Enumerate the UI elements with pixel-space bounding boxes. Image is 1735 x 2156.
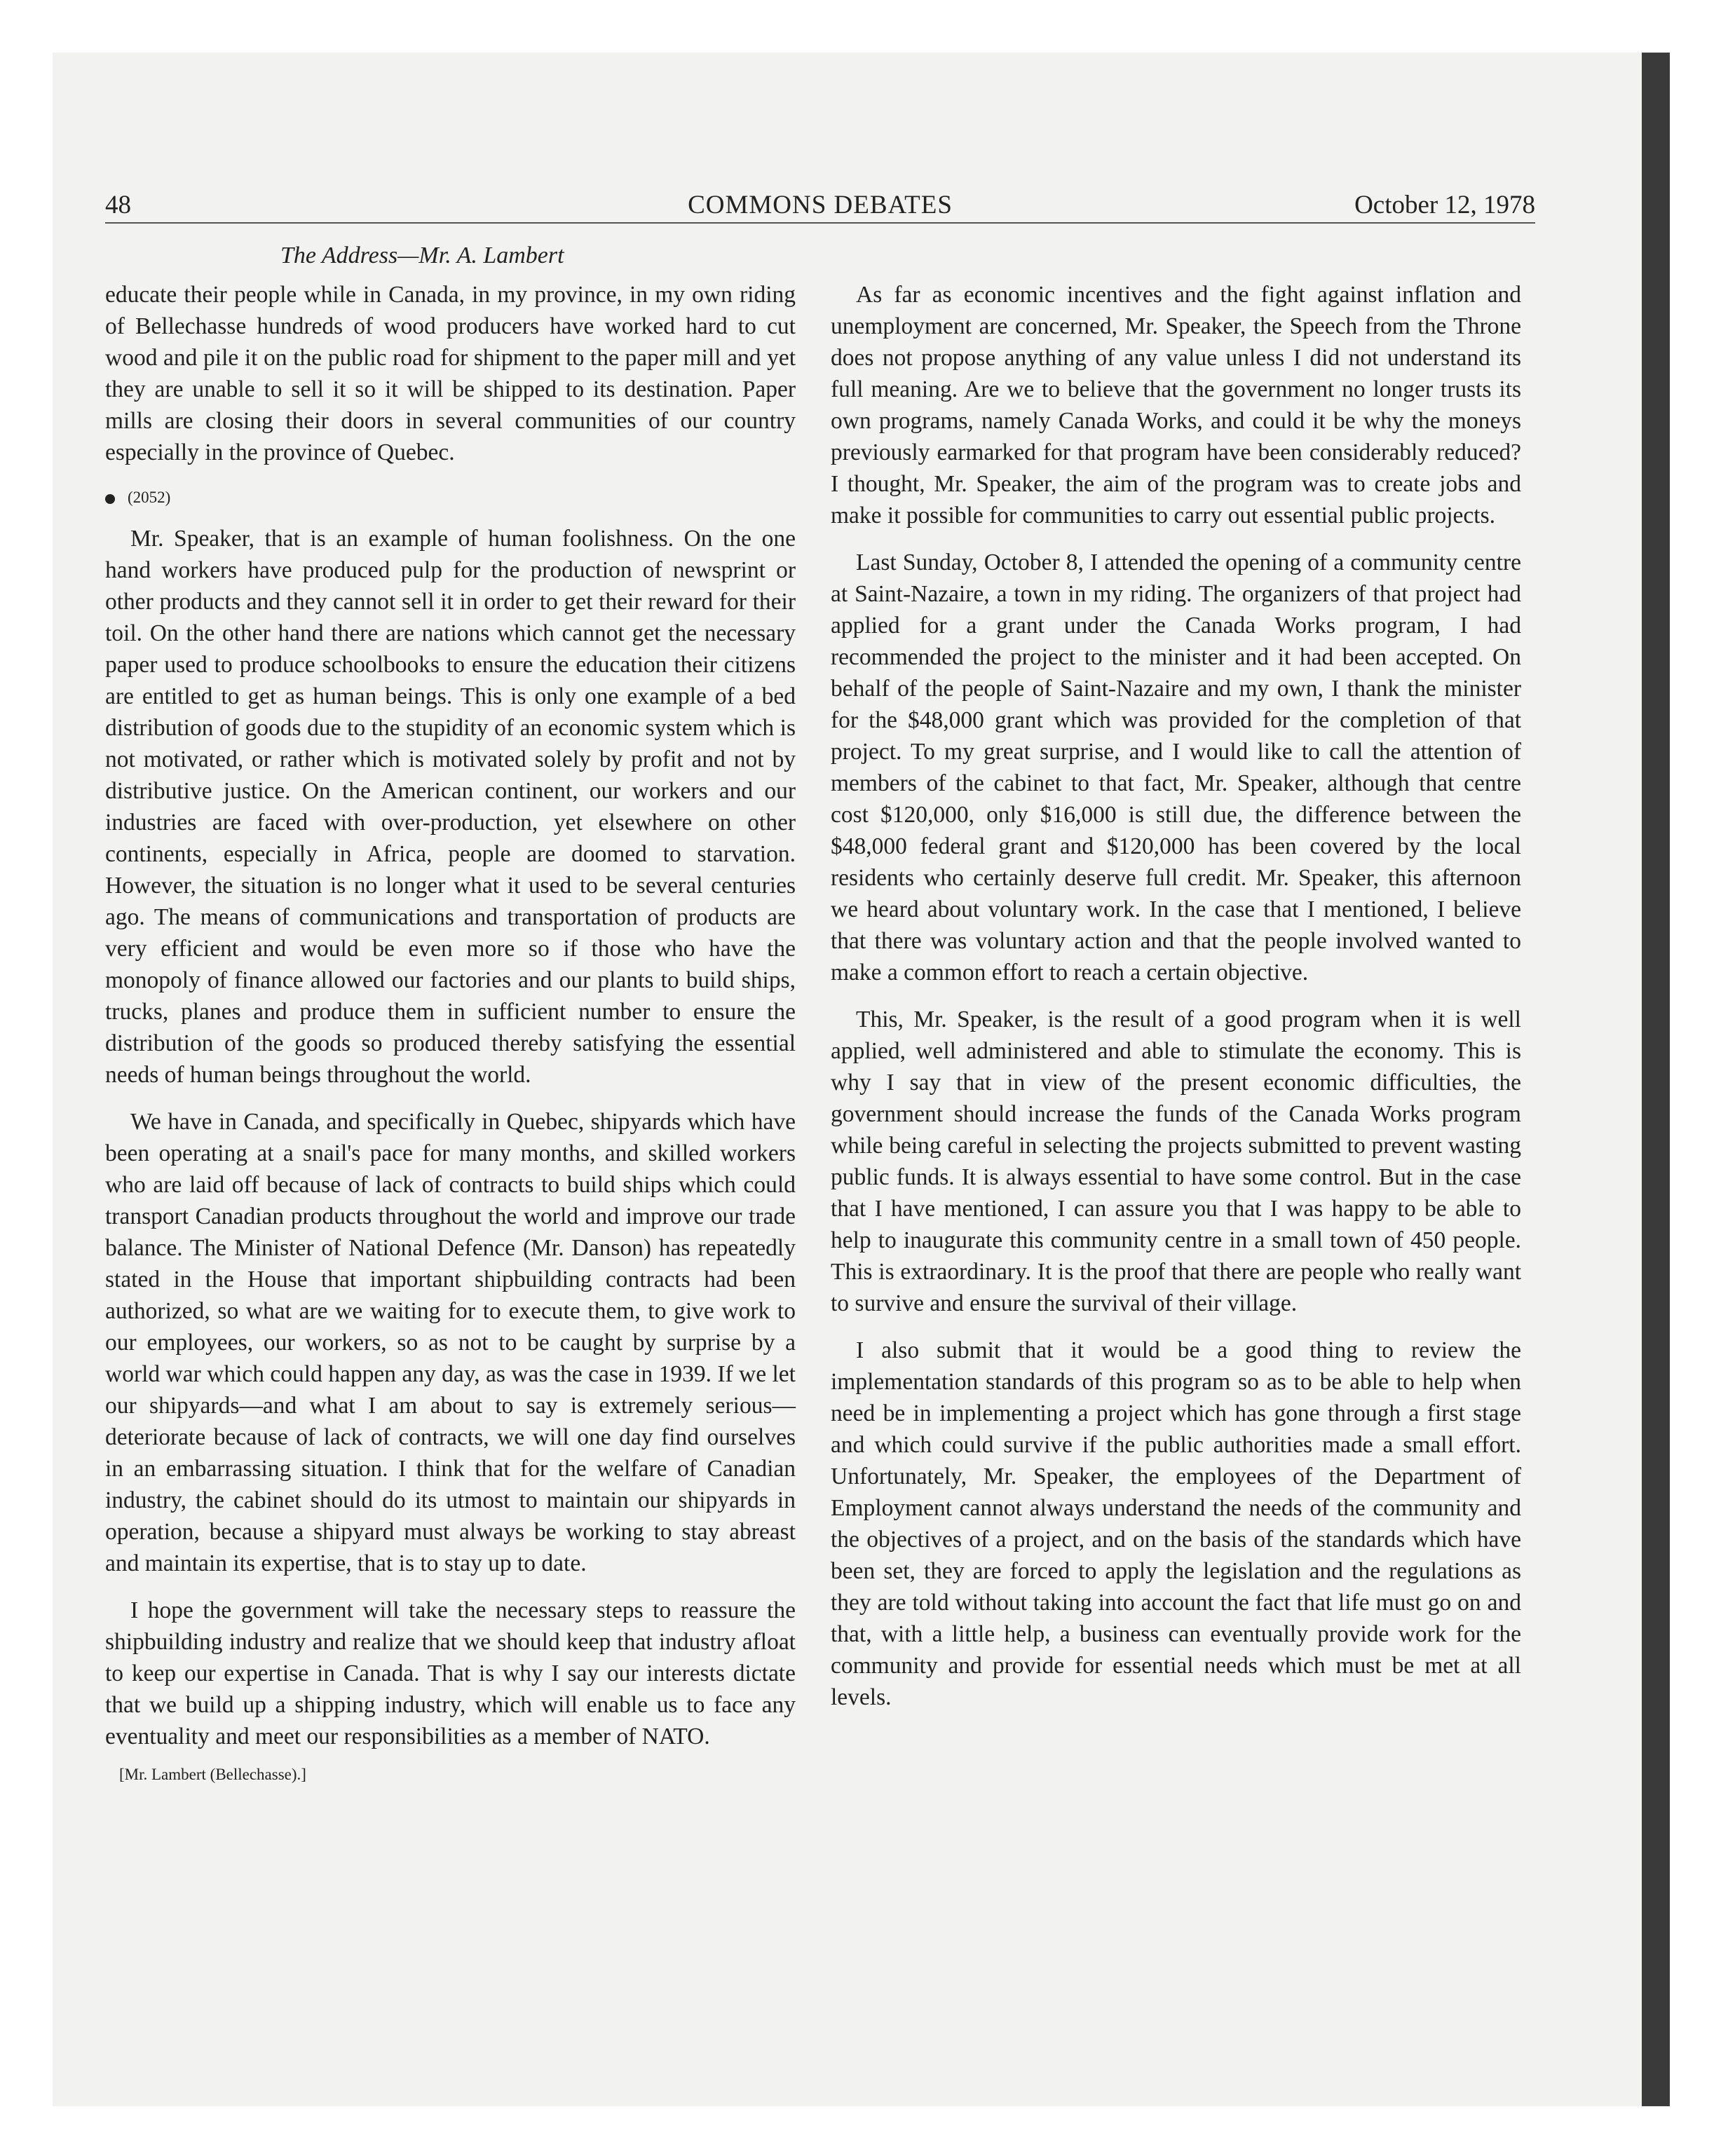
time-marker — [105, 484, 796, 512]
right-column — [831, 279, 1521, 1713]
publication-date: October 12, 1978 — [1354, 191, 1535, 219]
bullet-icon — [105, 494, 115, 504]
time-marker-label: (2052) — [128, 489, 171, 506]
paragraph: As far as economic incentives and the fight against inflation and unemployment are concerned, Mr. Speaker, the Speech from the Throne does not propose anything of any value unless I did not understand its full meaning. Are we to believe that the government no longer trusts its own programs, namely Canada Works, and could it be why the moneys previously earmarked for that program have been considerably reduced? I thought, Mr. Speaker, the aim of the program was to create jobs and make it possible for communities to carry out essential public projects. — [831, 282, 1521, 528]
left-column — [105, 279, 796, 1789]
paragraph: This, Mr. Speaker, is the result of a good program when it is well applied, well administered and able to stimulate the economy. This is why I say that in view of the present economic difficulties, the government should increase the funds of the Canada Works program while being careful in selecting the projects submitted to prevent wasting public funds. It is always essential to have some control. But in the case that I have mentioned, I can assure you that I was happy to be able to help to inaugurate this community centre in a small town of 450 people. This is extraordinary. It is the proof that there are people who really want to survive and ensure the survival of their village. — [831, 1007, 1521, 1316]
paragraph: We have in Canada, and specifically in Quebec, shipyards which have been operating at a snail's pace for many months, and skilled workers who are laid off because of lack of contracts to build ships which could transport Canadian products throughout the world and improve our trade balance. The Minister of National Defence (Mr. Danson) has repeatedly stated in the House that important shipbuilding contracts had been authorized, so what are we waiting for to execute them, to give work to our employees, our workers, so as not to be caught by surprise by a world war which could happen any day, as was the case in 1939. If we let our shipyards—and what I am about to say is extremely serious—deteriorate because of lack of contracts, we will one day find ourselves in an embarrassing situation. I think that for the welfare of Canadian industry, the cabinet should do its utmost to maintain our shipyards in operation, because a shipyard must always be working to stay abreast and maintain its expertise, that is to stay up to date. — [105, 1109, 796, 1576]
publication-title: COMMONS DEBATES — [688, 191, 953, 219]
paragraph: I also submit that it would be a good thing to review the implementation standards of this program so as to be able to help when need be in implementing a project which has gone through a first stage and which could survive if the public authorities made a small effort. Unfortunately, Mr. Speaker, the employees of the Department of Employment cannot always understand the needs of the community and the objectives of a project, and on the basis of the standards which have been set, they are forced to apply the legislation and the regulations as they are told without taking into account the fact that life must go on and that, with a little help, a business can eventually provide work for the community and provide for essential needs which must be met at all levels. — [831, 1337, 1521, 1710]
header-rule — [105, 222, 1535, 224]
paragraph: educate their people while in Canada, in my province, in my own riding of Bellechasse hundreds of wood producers have worked hard to cut wood and pile it on the public road for shipment to the paper mill and yet they are unable to sell it so it will be shipped to its destination. Paper mills are closing their doors in several communities of our country especially in the province of Quebec. — [105, 282, 796, 465]
scan-edge-shadow — [1642, 53, 1670, 2106]
paragraph: I hope the government will take the necessary steps to reassure the shipbuilding industry and realize that we should keep that industry afloat to keep our expertise in Canada. That is why I say our interests dictate that we build up a shipping industry, which will enable us to face any eventuality and meet our responsibilities as a member of NATO. — [105, 1597, 796, 1749]
page-header — [105, 188, 1535, 223]
running-head: The Address—Mr. A. Lambert — [280, 243, 564, 268]
page-number: 48 — [105, 191, 131, 219]
paragraph: Last Sunday, October 8, I attended the opening of a community centre at Saint-Nazaire, a town in my riding. The organizers of that project had applied for a grant under the Canada Works program, I had recommended the project to the minister and it had been accepted. On behalf of the people of Saint-Nazaire and my own, I thank the minister for the $48,000 grant which was provided for the completion of that project. To my great surprise, and I would like to call the attention of members of the cabinet to that fact, Mr. Speaker, although that centre cost $120,000, only $16,000 is still due, the difference between the $48,000 federal grant and $120,000 has been covered by the local residents who certainly deserve full credit. Mr. Speaker, this afternoon we heard about voluntary work. In the case that I mentioned, I believe that there was voluntary action and that the people involved wanted to make a common effort to reach a certain objective. — [831, 550, 1521, 985]
paragraph: Mr. Speaker, that is an example of human foolishness. On the one hand workers have produced pulp for the production of newsprint or other products and they cannot sell it in order to get their reward for their toil. On the other hand there are nations which cannot get the necessary paper used to produce schoolbooks to ensure the education their citizens are entitled to get as human beings. This is only one example of a bed distribution of goods due to the stupidity of an economic system which is not motivated, or rather which is motivated solely by profit and not by distributive justice. On the American continent, our workers and our industries are faced with over-production, yet elsewhere on other continents, especially in Africa, people are doomed to starvation. However, the situation is no longer what it used to be several centuries ago. The means of communications and transportation of products are very efficient and would be even more so if those who have the monopoly of finance allowed our factories and our plants to build ships, trucks, planes and produce them in sufficient number to ensure the distribution of the goods so produced thereby satisfying the essential needs of human beings throughout the world. — [105, 526, 796, 1088]
speaker-attribution: [Mr. Lambert (Bellechasse).] — [119, 1766, 306, 1783]
